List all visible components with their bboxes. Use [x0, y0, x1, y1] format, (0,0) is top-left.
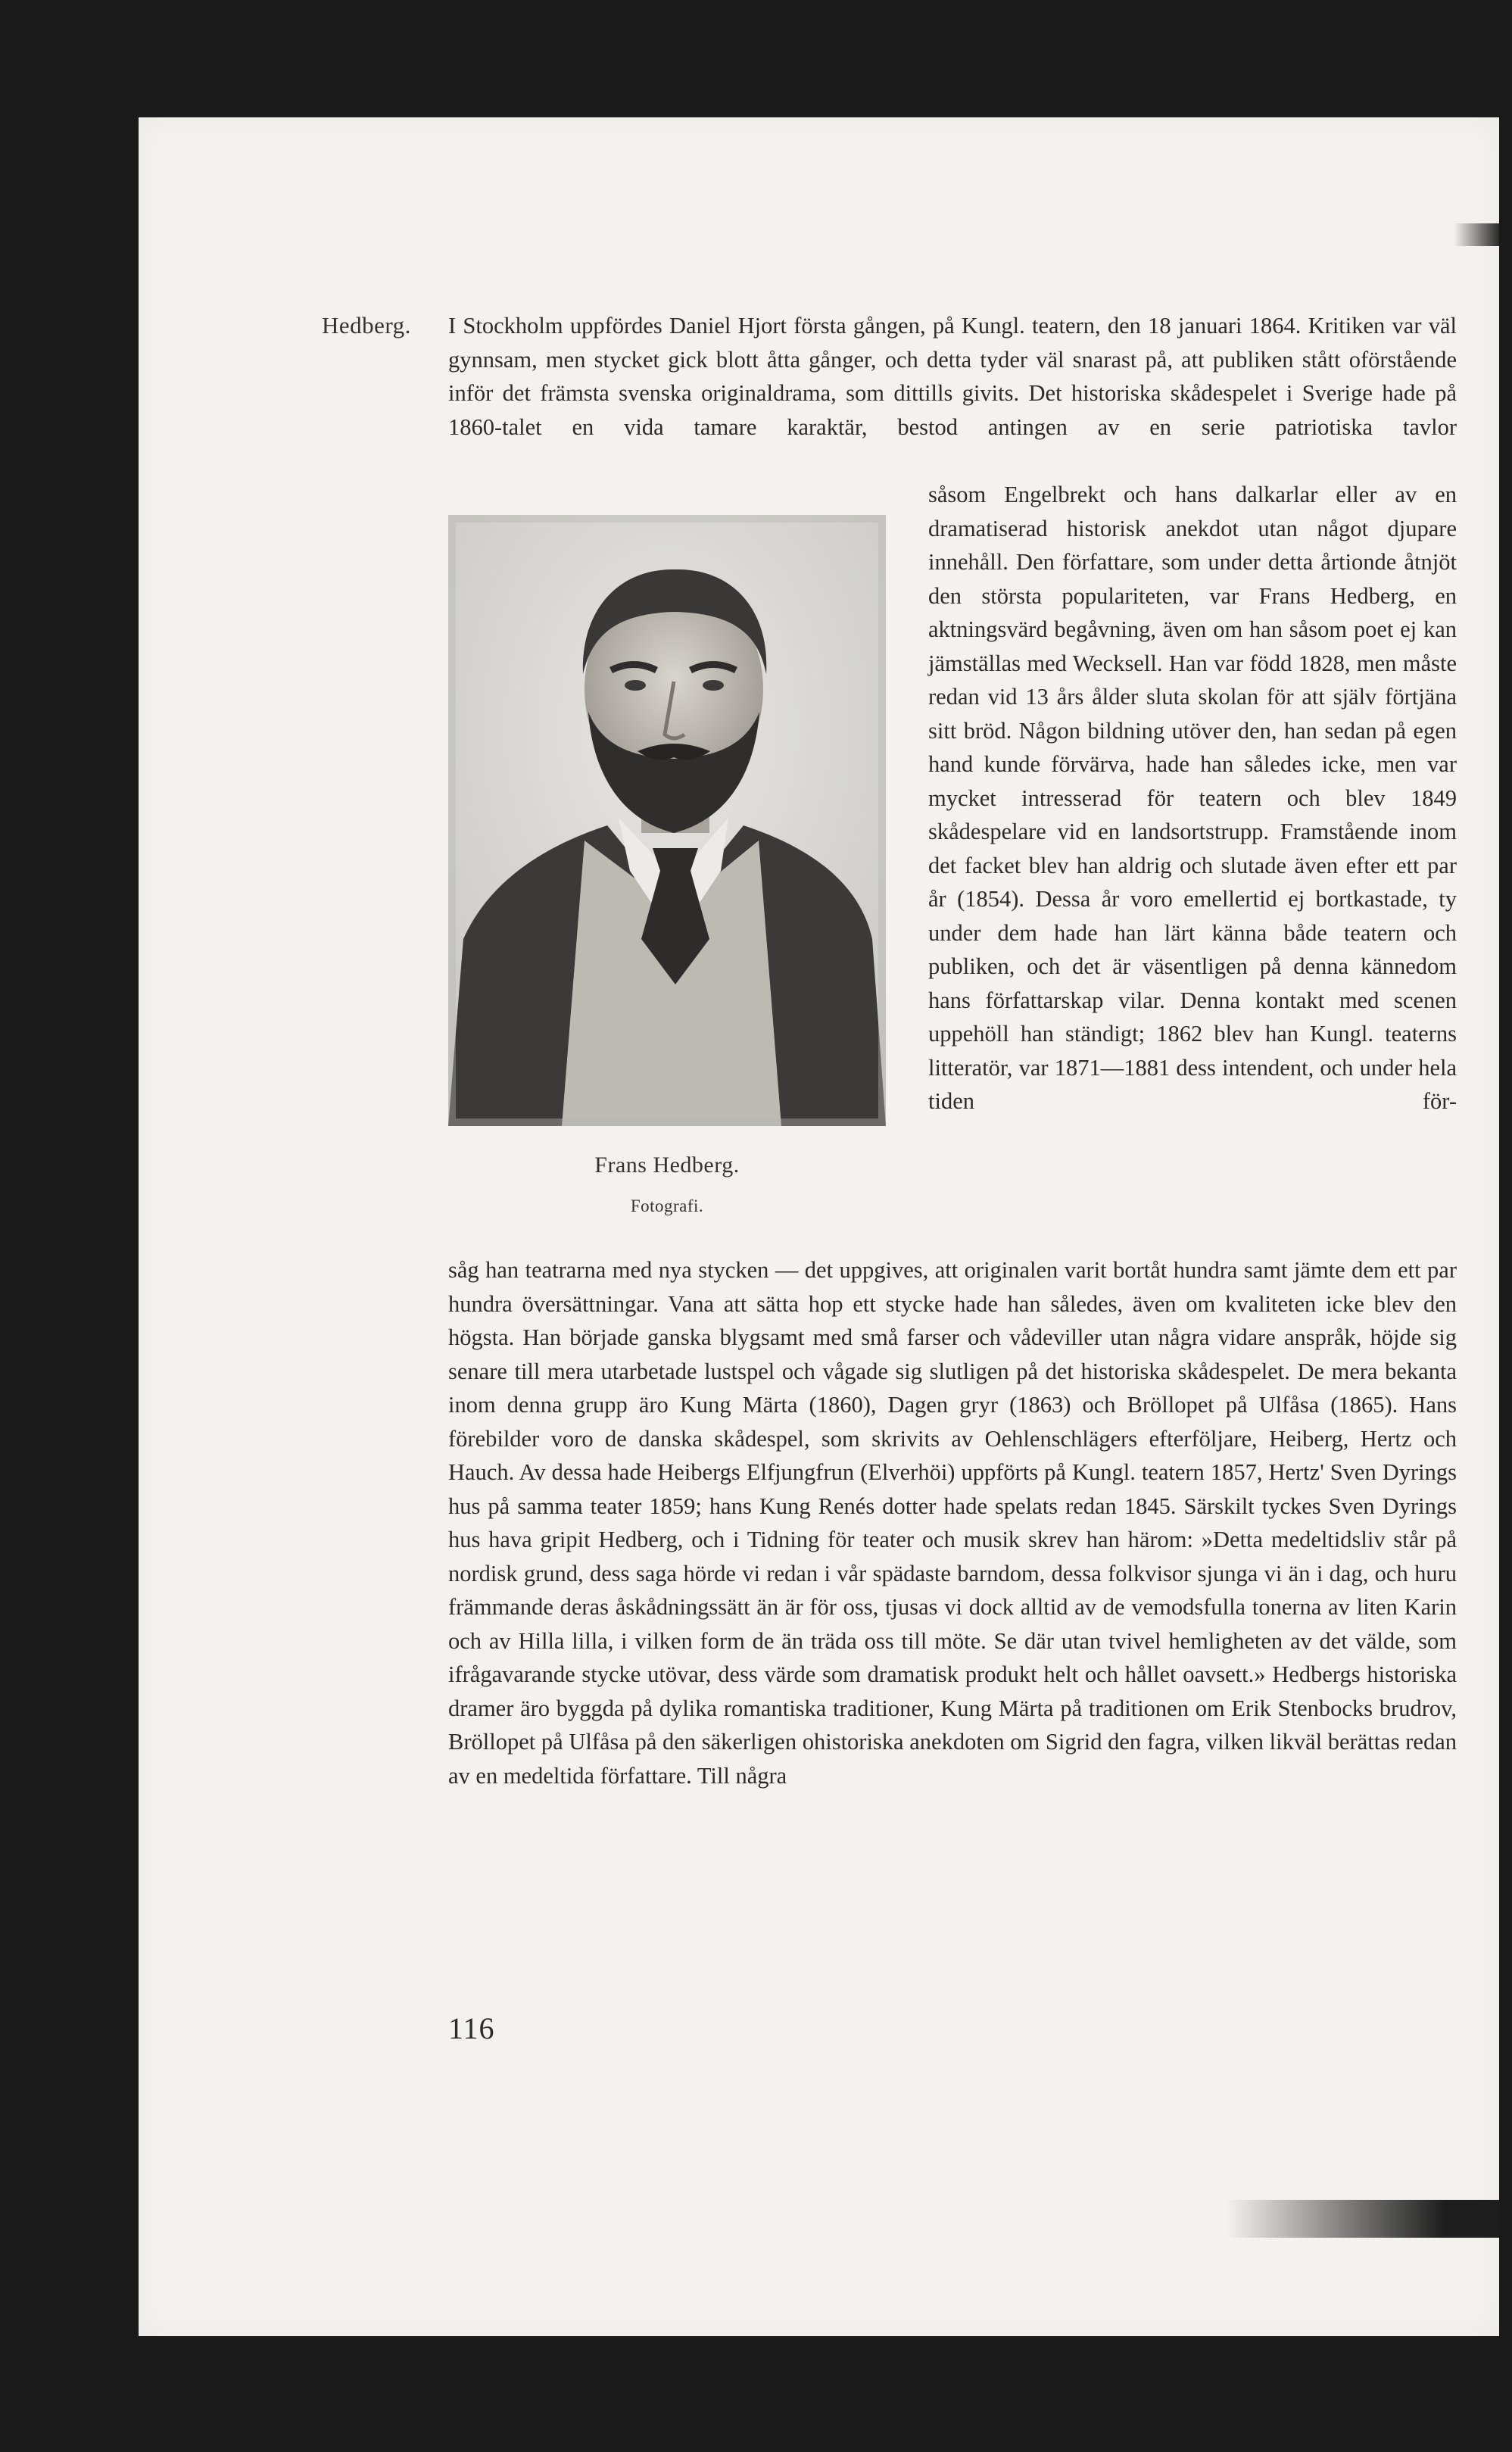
scan-edge: [1454, 223, 1499, 246]
paragraph-bottom-text: såg han teatrarna med nya stycken — det uppgives, att originalen varit bortåt hundra samt jämte dem ett par hundra översättningar. Vana att sätta hop ett stycke hade han således, även om kvaliteten icke blev den högsta. Han började ganska blygsamt med små farser och vådeviller utan några vidare anspråk, höjde sig senare till mera utarbetade lustspel och vågade sig slutligen på det historiska skådespelet. De mera bekanta inom denna grupp äro Kung Märta (1860), Dagen gryr (1863) och Bröllopet på Ulfåsa (1865). Hans förebilder voro de danska skådespel, som skrivits av Oehlenschlägers efterföljare, Heiberg, Hertz och Hauch. Av dessa hade Heibergs Elfjungfrun (Elverhöi) uppförts på Kungl. teatern 1857, Hertz' Sven Dyrings hus på samma teater 1859; hans Kung Renés dotter hade spelats redan 1845. Särskilt tyckes Sven Dyrings hus hava gripit Hedberg, och i Tidning för teater och musik skrev han härom: »Detta medeltidsliv står på nordisk grund, dess saga hörde vi redan i vår spädaste barndom, dessa folkvisor sjunga vi än i dag, och huru främmande deras åskådningssätt än är för oss, tjusas vi dock alltid av de vemodsfulla tonerna av liten Karin och av Hilla lilla, i vilken form de än träda oss till möte. Se där utan tvivel hemligheten av det välde, som ifrågavarande stycke utövar, dess värde som dramatisk produkt helt och hållet oavsett.» Hedbergs historiska dramer äro byggda på dylika romantiska traditioner, Kung Märta på traditionen om Erik Stenbocks brudrov, Bröllopet på Ulfåsa på den säkerligen ohistoriska anekdoten om Sigrid den fagra, vilken likväl berättas redan av en medeltida författare. Till några: [448, 1257, 1457, 1789]
portrait-illustration: [448, 515, 886, 1126]
page-number: 116: [448, 2011, 495, 2045]
paragraph-top: [448, 309, 1457, 444]
paragraph-side-text: såsom Engelbrekt och hans dalkarlar eller av en dramatiserad historisk anekdot utan något djupare innehåll. Den författare, som under detta årtionde åtnjöt den största populariteten, var Frans Hedberg, en aktningsvärd begåvning, även om han såsom poet ej kan jämställas med Wecksell. Han var född 1828, men måste redan vid 13 års ålder sluta skolan för att själv förtjäna sitt bröd. Någon bildning utöver den, han sedan på egen hand kunde förvärva, hade han således icke, men var mycket intresserad för teatern och blev 1849 skådespelare vid en landsortstrupp. Framstående inom det facket blev han aldrig och slutade även efter ett par år (1854). Dessa år voro emellertid ej bortkastade, ty under dem hade han lärt känna både teatern och publiken, och det är väsentligen på denna kännedom hans författarskap vilar. Denna kontakt med scenen uppehöll han ständigt; 1862 blev han Kungl. teaterns litteratör, var 1871—1881 dess intendent, och under hela tiden för-: [928, 482, 1457, 1114]
paragraph-side: [928, 478, 1457, 1118]
running-head: Hedberg.: [322, 312, 411, 338]
portrait-photo: [448, 515, 886, 1126]
figure-caption: Frans Hedberg.: [594, 1153, 740, 1178]
scan-edge: [1227, 2200, 1499, 2238]
book-page: [139, 117, 1499, 2336]
paragraph-bottom: [448, 1253, 1457, 1792]
figure-subcaption: Fotografi.: [630, 1196, 704, 1215]
paragraph-top-text: I Stockholm uppfördes Daniel Hjort första gången, på Kungl. teatern, den 18 januari 1864. Kritiken var väl gynnsam, men stycket gick blott åtta gånger, och detta tyder väl snarast på, att publiken stått oförstående inför det främsta svenska originaldrama, som dittills givits. Det historiska skådespelet i Sverige hade på 1860-talet en vida tamare karaktär, bestod antingen av en serie patriotiska tavlor: [448, 313, 1457, 440]
